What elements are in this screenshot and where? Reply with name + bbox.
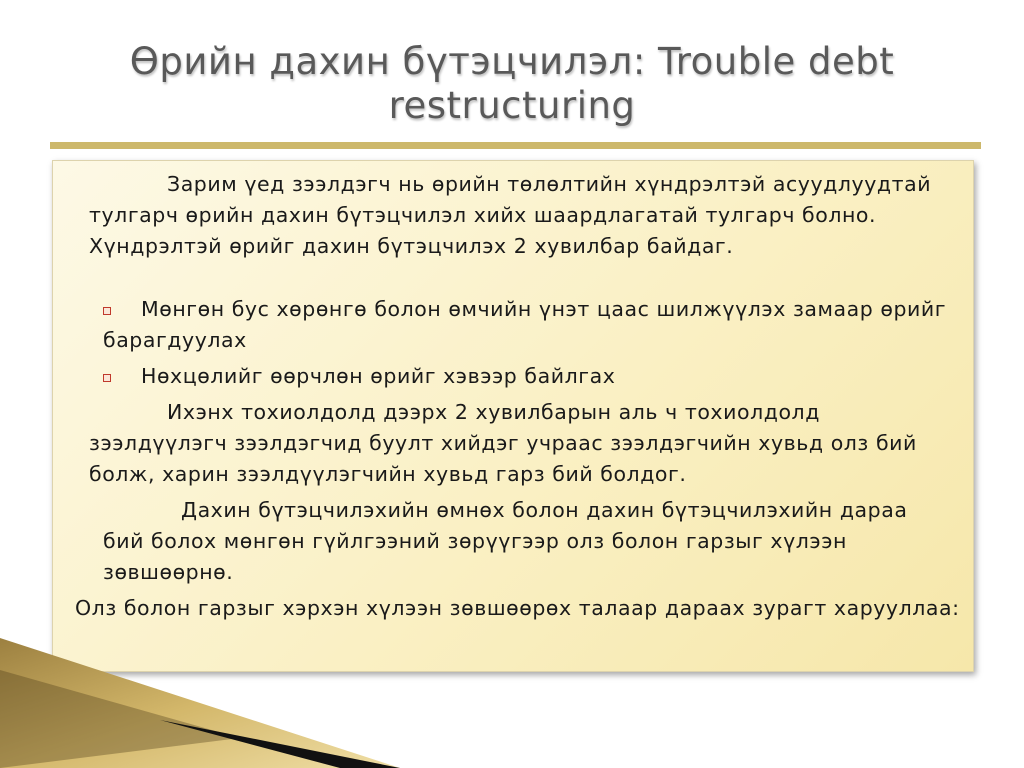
content-box	[52, 160, 974, 672]
paragraph-intro: Зарим үед зээлдэгч нь өрийн төлөлтийн хүндрэлтэй асуудлуудтай тулгарч өрийн дахин бүтэцчилэл хийх шаардлагатай тулгарч болно. Хүндрэлтэй өрийг дахин бүтэцчилэх 2 хувилбар байдаг.	[89, 172, 932, 258]
title-divider	[50, 142, 981, 149]
corner-decoration	[0, 628, 400, 768]
paragraph-cashflow: Дахин бүтэцчилэхийн өмнөх болон дахин бүтэцчилэхийн дараа бий болох мөнгөн гүйлгээний зөрүүгээр олз болон гарзыг хүлээн зөвшөөрнө.	[103, 498, 908, 584]
paragraph-figure-intro: Олз болон гарзыг хэрхэн хүлээн зөвшөөрөх талаар дараах зурагт харууллаа:	[75, 596, 960, 620]
bullet-text: Нөхцөлийг өөрчлөн өрийг хэвээр байлгах	[141, 364, 616, 388]
paragraph-concession: Ихэнх тохиолдолд дээрх 2 хувилбарын аль ч тохиолдолд зээлдүүлэгч зээлдэгчид буулт хийдэг учраас зээлдэгчийн хувьд олз бий болж, харин зээлдүүлэгчийн хувьд гарз бий болдог.	[89, 400, 917, 486]
slide-title: Өрийн дахин бүтэцчилэл: Trouble debt restructuring	[129, 40, 895, 127]
bullet-text: Мөнгөн бус хөрөнгө болон өмчийн үнэт цаас шилжүүлэх замаар өрийг барагдуулах	[103, 297, 947, 352]
